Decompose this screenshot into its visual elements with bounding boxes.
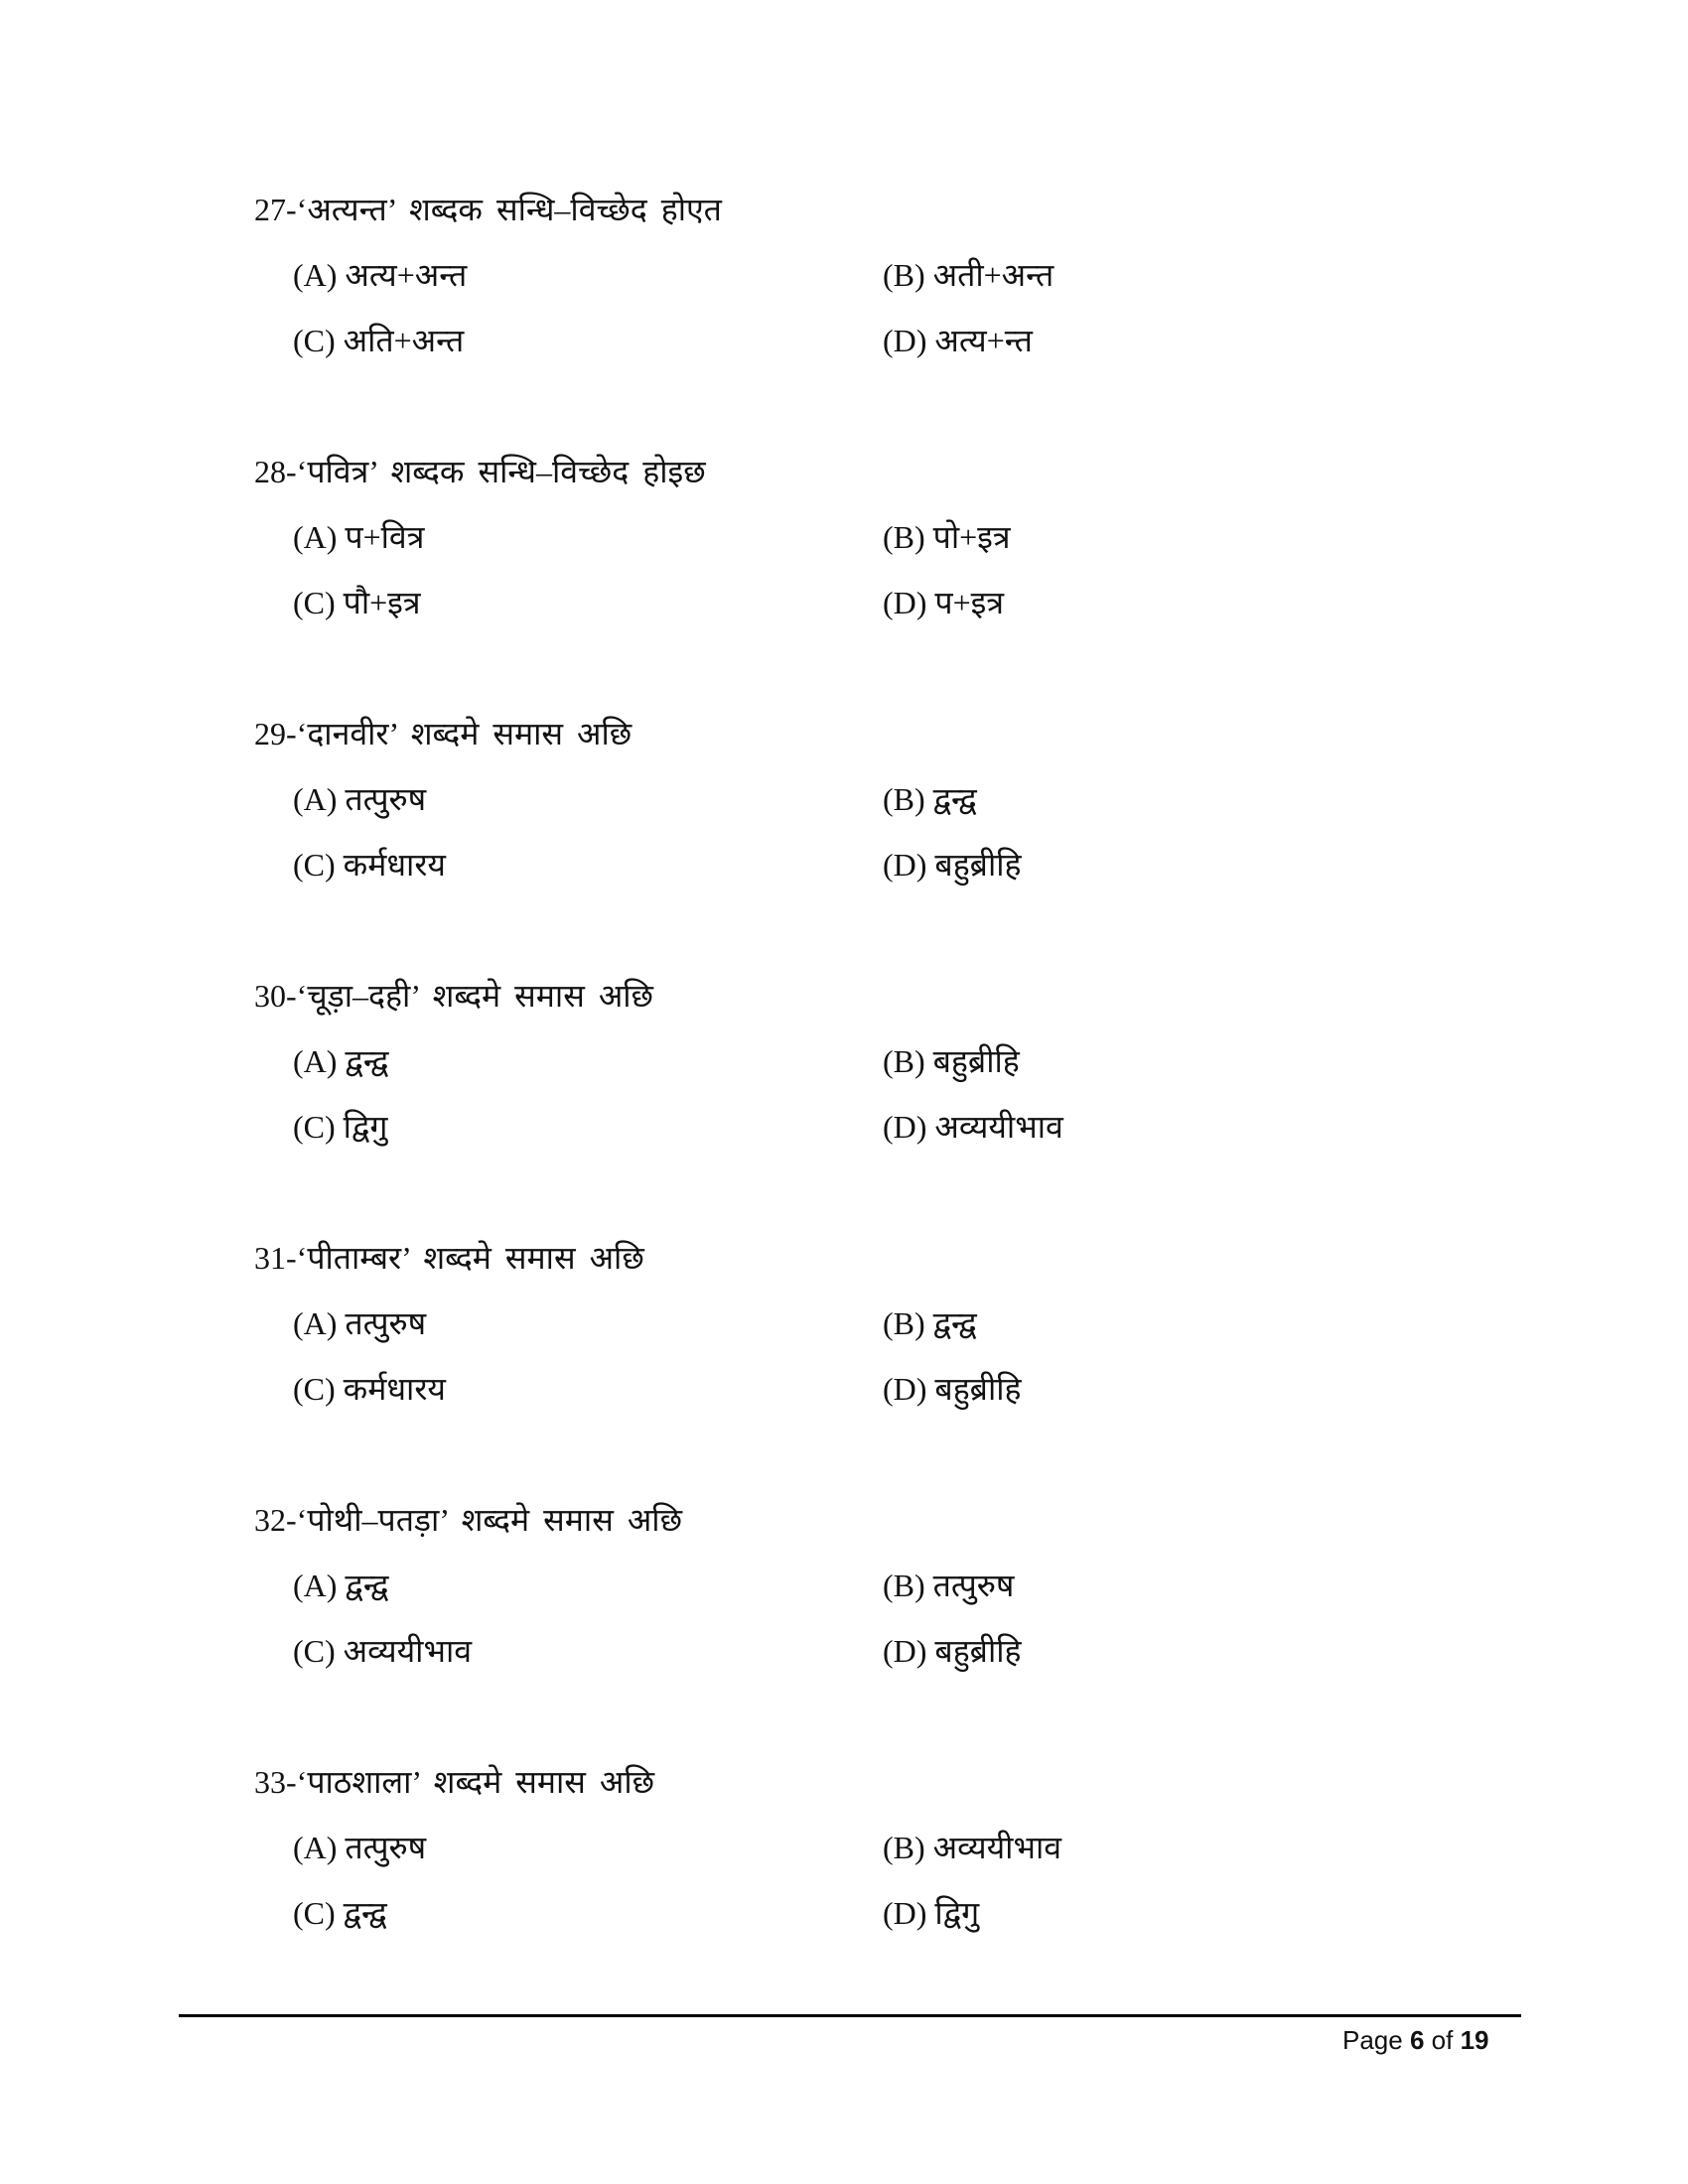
option-b: (B) अव्ययीभाव	[883, 1830, 1062, 1865]
option-a: (A) अत्य+अन्त	[293, 257, 468, 293]
option-a: (A) द्वन्द्व	[293, 1043, 389, 1079]
footer-divider	[179, 2014, 1521, 2017]
page-number	[1342, 2025, 1489, 2056]
option-c: (C) कर्मधारय	[293, 1371, 446, 1407]
option-b: (B) द्वन्द्व	[883, 781, 977, 817]
question-text: 32-‘पोथी–पतड़ा’ शब्दमे समास अछि	[254, 1502, 683, 1538]
option-a: (A) तत्पुरुष	[293, 781, 427, 817]
option-d: (D) बहुब्रीहि	[883, 1633, 1022, 1669]
option-d: (D) अव्ययीभाव	[883, 1109, 1063, 1145]
option-a: (A) तत्पुरुष	[293, 1830, 427, 1865]
option-c: (C) द्विगु	[293, 1109, 388, 1145]
option-c: (C) अति+अन्त	[293, 323, 465, 358]
current-page: 6	[1409, 2025, 1425, 2055]
option-c: (C) पौ+इत्र	[293, 585, 421, 620]
option-b: (B) तत्पुरुष	[883, 1568, 1015, 1603]
question-text: 33-‘पाठशाला’ शब्दमे समास अछि	[254, 1764, 655, 1800]
option-b: (B) अती+अन्त	[883, 257, 1055, 293]
question-text: 28-‘पवित्र’ शब्दक सन्धि–विच्छेद होइछ	[254, 454, 706, 489]
page-label: Page	[1342, 2025, 1403, 2055]
option-d: (D) अत्य+न्त	[883, 323, 1033, 358]
option-c: (C) कर्मधारय	[293, 847, 446, 883]
option-c: (C) द्वन्द्व	[293, 1895, 387, 1931]
question-text: 27-‘अत्यन्त’ शब्दक सन्धि–विच्छेद होएत	[254, 192, 722, 227]
option-b: (B) पो+इत्र	[883, 519, 1011, 555]
question-text: 29-‘दानवीर’ शब्दमे समास अछि	[254, 716, 633, 751]
option-a: (A) प+वित्र	[293, 519, 425, 555]
option-b: (B) बहुब्रीहि	[883, 1043, 1020, 1079]
option-d: (D) बहुब्रीहि	[883, 847, 1022, 883]
total-pages: 19	[1460, 2025, 1489, 2055]
option-b: (B) द्वन्द्व	[883, 1305, 977, 1341]
option-a: (A) तत्पुरुष	[293, 1305, 427, 1341]
option-d: (D) द्विगु	[883, 1895, 980, 1931]
of-label: of	[1431, 2025, 1454, 2055]
option-d: (D) प+इत्र	[883, 585, 1005, 620]
option-a: (A) द्वन्द्व	[293, 1568, 389, 1603]
question-text: 31-‘पीताम्बर’ शब्दमे समास अछि	[254, 1240, 644, 1276]
option-d: (D) बहुब्रीहि	[883, 1371, 1022, 1407]
question-text: 30-‘चूड़ा–दही’ शब्दमे समास अछि	[254, 978, 653, 1014]
option-c: (C) अव्ययीभाव	[293, 1633, 473, 1669]
